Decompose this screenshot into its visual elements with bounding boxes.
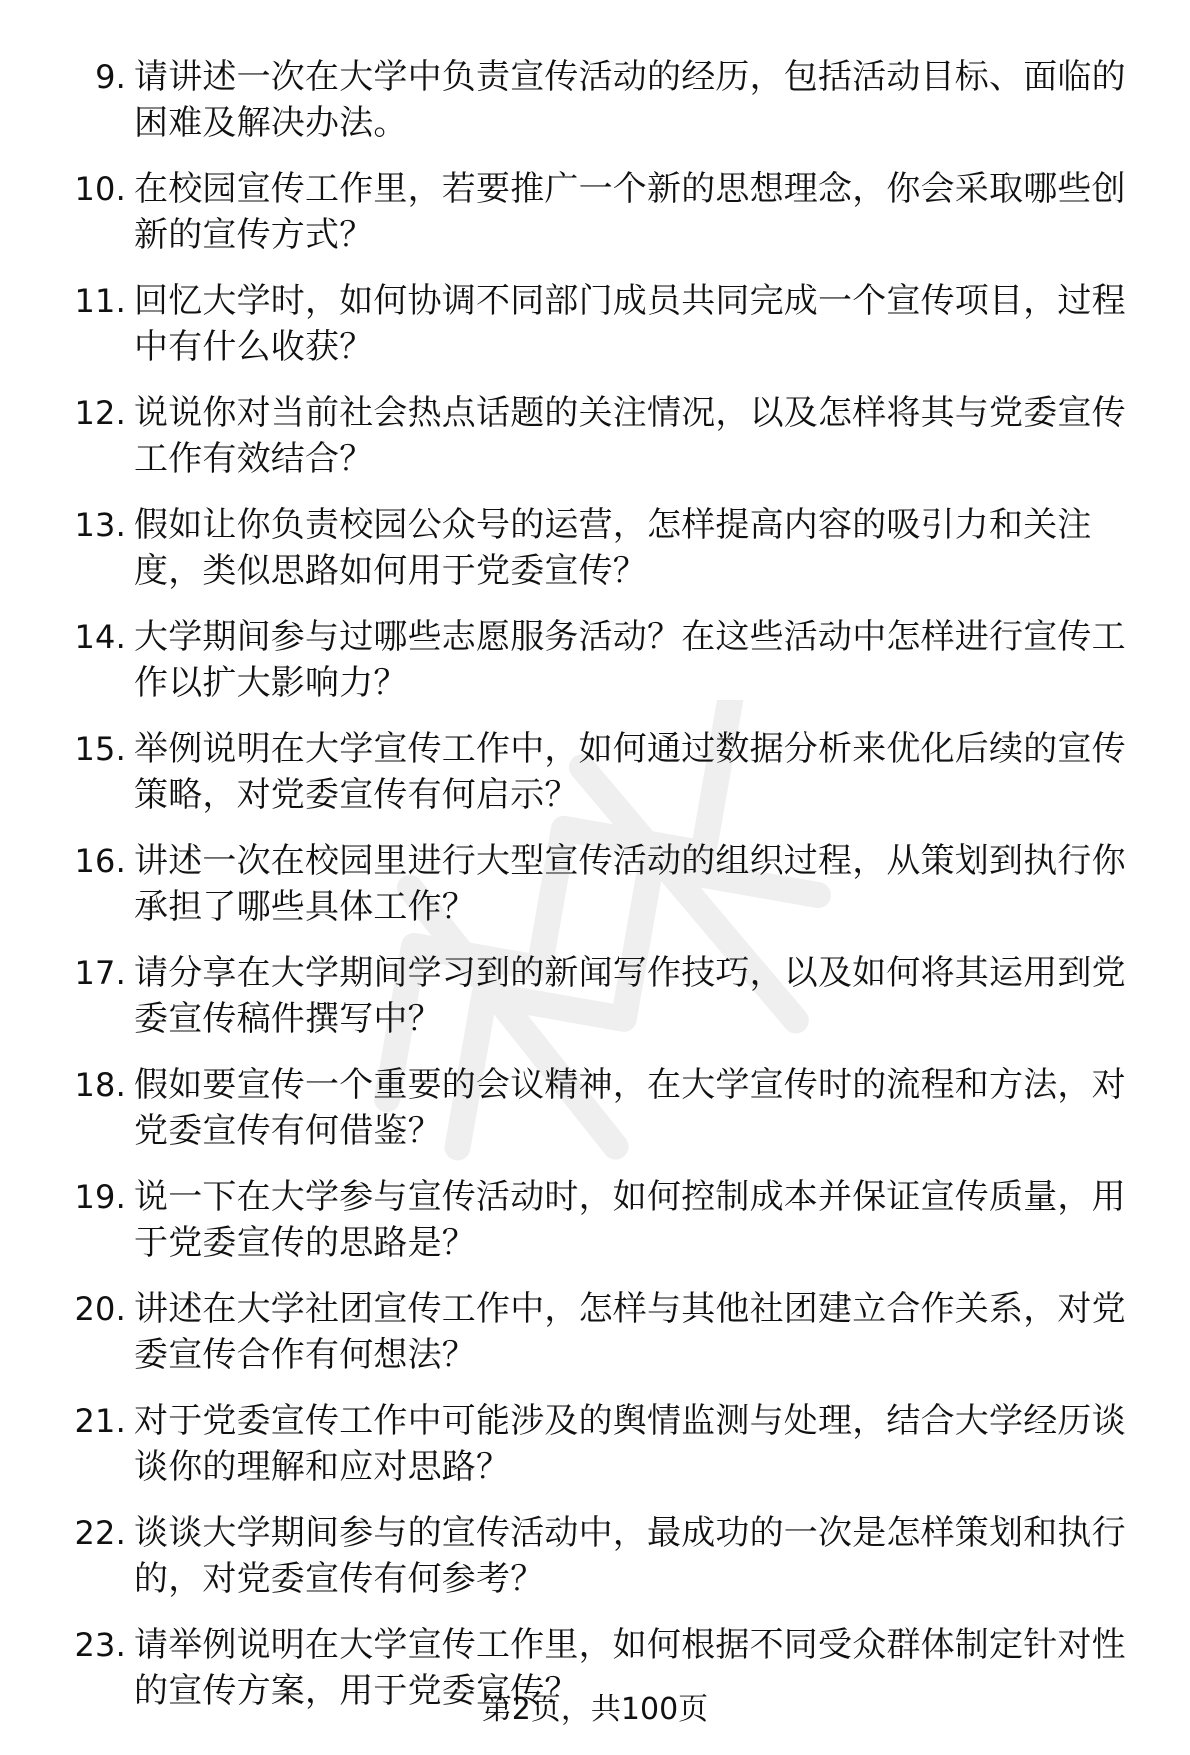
question-text: 对于党委宣传工作中可能涉及的舆情监测与处理，结合大学经历谈谈你的理解和应对思路？ — [134, 1401, 1126, 1487]
question-number: 22. — [74, 1514, 126, 1552]
question-number: 11. — [74, 282, 126, 320]
question-text: 在校园宣传工作里，若要推广一个新的思想理念，你会采取哪些创新的宣传方式？ — [134, 169, 1126, 255]
question-number: 10. — [74, 170, 126, 208]
question-item-17 — [58, 950, 1148, 1042]
question-item-19 — [58, 1174, 1148, 1266]
question-item-14 — [58, 614, 1148, 706]
question-item-21 — [58, 1398, 1148, 1490]
question-item-11 — [58, 278, 1148, 370]
question-number: 14. — [74, 618, 126, 656]
question-item-22 — [58, 1510, 1148, 1602]
question-text: 回忆大学时，如何协调不同部门成员共同完成一个宣传项目，过程中有什么收获？ — [134, 281, 1126, 367]
question-number: 21. — [74, 1402, 126, 1440]
question-item-10 — [58, 166, 1148, 258]
question-text: 大学期间参与过哪些志愿服务活动？在这些活动中怎样进行宣传工作以扩大影响力？ — [134, 617, 1126, 703]
question-text: 假如让你负责校园公众号的运营，怎样提高内容的吸引力和关注度，类似思路如何用于党委宣传？ — [134, 505, 1092, 591]
question-text: 请分享在大学期间学习到的新闻写作技巧，以及如何将其运用到党委宣传稿件撰写中？ — [134, 953, 1126, 1039]
question-item-18 — [58, 1062, 1148, 1154]
question-number: 16. — [74, 842, 126, 880]
question-number: 17. — [74, 954, 126, 992]
question-number: 15. — [74, 730, 126, 768]
question-text: 说说你对当前社会热点话题的关注情况，以及怎样将其与党委宣传工作有效结合？ — [134, 393, 1126, 479]
question-text: 谈谈大学期间参与的宣传活动中，最成功的一次是怎样策划和执行的，对党委宣传有何参考？ — [134, 1513, 1126, 1599]
question-number: 13. — [74, 506, 126, 544]
question-list — [58, 54, 1148, 1734]
question-text: 说一下在大学参与宣传活动时，如何控制成本并保证宣传质量，用于党委宣传的思路是？ — [134, 1177, 1126, 1263]
question-number: 12. — [74, 394, 126, 432]
question-number: 23. — [74, 1626, 126, 1664]
question-text: 讲述在大学社团宣传工作中，怎样与其他社团建立合作关系，对党委宣传合作有何想法？ — [134, 1289, 1126, 1375]
question-number: 19. — [74, 1178, 126, 1216]
question-text: 假如要宣传一个重要的会议精神，在大学宣传时的流程和方法，对党委宣传有何借鉴？ — [134, 1065, 1126, 1151]
question-number: 9. — [95, 58, 126, 96]
question-item-13 — [58, 502, 1148, 594]
question-item-15 — [58, 726, 1148, 818]
question-text: 请讲述一次在大学中负责宣传活动的经历，包括活动目标、面临的困难及解决办法。 — [134, 57, 1126, 143]
question-text: 请举例说明在大学宣传工作里，如何根据不同受众群体制定针对性的宣传方案，用于党委宣传？ — [134, 1625, 1126, 1711]
question-item-12 — [58, 390, 1148, 482]
question-item-9 — [58, 54, 1148, 146]
page-footer: 第2页，共100页 — [481, 1692, 709, 1727]
question-text: 讲述一次在校园里进行大型宣传活动的组织过程，从策划到执行你承担了哪些具体工作？ — [134, 841, 1126, 927]
question-item-20 — [58, 1286, 1148, 1378]
question-number: 18. — [74, 1066, 126, 1104]
question-number: 20. — [74, 1290, 126, 1328]
question-text: 举例说明在大学宣传工作中，如何通过数据分析来优化后续的宣传策略，对党委宣传有何启示？ — [134, 729, 1126, 815]
question-item-16 — [58, 838, 1148, 930]
